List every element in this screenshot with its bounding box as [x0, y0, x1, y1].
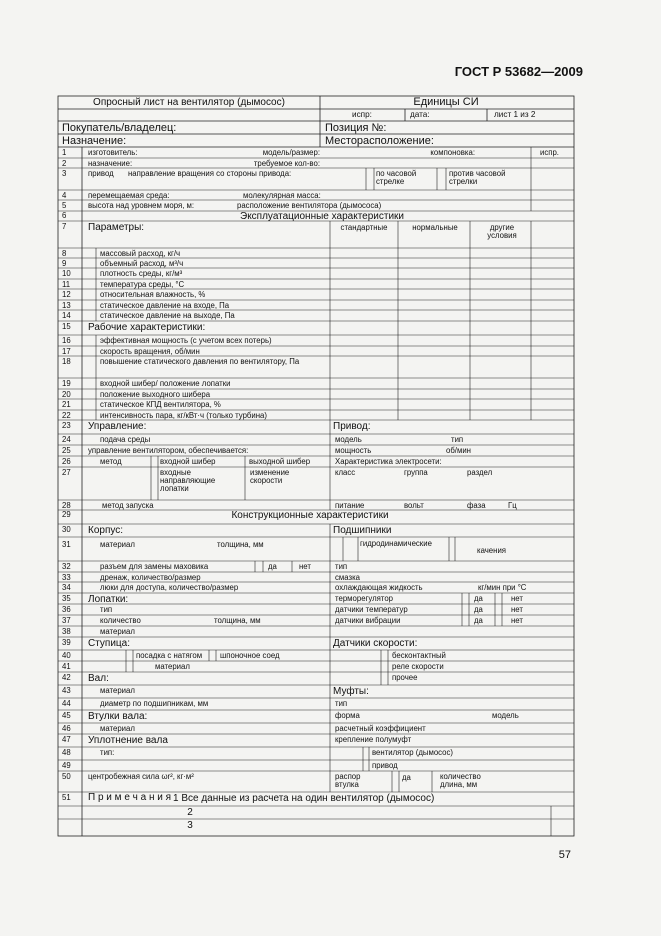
yes-option[interactable]: да: [474, 616, 483, 625]
yes-option[interactable]: да: [268, 562, 277, 571]
shaft-seal-heading: Уплотнение вала: [88, 735, 168, 746]
row-number: 19: [62, 379, 71, 388]
row-number: 3: [62, 169, 67, 178]
row-number: 25: [62, 446, 71, 455]
date-field[interactable]: дата:: [410, 110, 430, 119]
row-number: 13: [62, 301, 71, 310]
row-number: 51: [62, 793, 71, 802]
row-number: 8: [62, 249, 67, 258]
row-number: 26: [62, 457, 71, 466]
page-number: 57: [558, 849, 571, 861]
section-heading: Рабочие характеристики:: [88, 322, 206, 333]
row-number: 14: [62, 311, 71, 320]
no-option[interactable]: нет: [511, 594, 523, 603]
parameter-label: интенсивность пара, кг/кВт·ч (только турбина): [100, 411, 267, 420]
row-number: 38: [62, 627, 71, 636]
standard-column-header: стандартные: [340, 223, 388, 232]
outlet-damper-option[interactable]: выходной шибер: [249, 457, 311, 466]
row-number: 22: [62, 411, 71, 420]
row-number: 36: [62, 605, 71, 614]
parameter-label: скорость вращения, об/мин: [100, 347, 200, 356]
inlet-damper-option[interactable]: входной шибер: [160, 457, 216, 466]
revision-cell: испр.: [540, 148, 559, 157]
row-number: 29: [62, 510, 71, 519]
parameter-label: объемный расход, м³/ч: [100, 259, 184, 268]
parameter-label: статическое КПД вентилятора, %: [100, 400, 221, 409]
row-number: 21: [62, 400, 71, 409]
blade-thickness-field[interactable]: толщина, мм: [214, 616, 261, 625]
row-number: 15: [62, 322, 71, 331]
row-number: 37: [62, 616, 71, 625]
rpm-field[interactable]: об/мин: [446, 446, 471, 455]
no-option[interactable]: нет: [511, 616, 523, 625]
group-field[interactable]: группа: [404, 468, 428, 477]
shaft-heading: Вал:: [88, 673, 109, 684]
section-field[interactable]: раздел: [467, 468, 493, 477]
row-number: 10: [62, 269, 71, 278]
blade-material-field[interactable]: материал: [100, 627, 135, 636]
coolant-rate-field[interactable]: кг/мин при °С: [478, 583, 527, 592]
revision-field[interactable]: испр:: [352, 110, 372, 119]
row-number: 34: [62, 583, 71, 592]
row-number: 42: [62, 673, 71, 682]
contactless-option[interactable]: бесконтактный: [392, 651, 446, 660]
row-number: 50: [62, 772, 71, 781]
yes-option[interactable]: да: [474, 605, 483, 614]
row-number: 28: [62, 501, 71, 510]
blades-heading: Лопатки:: [88, 594, 129, 605]
row-number: 20: [62, 390, 71, 399]
row-number: 18: [62, 357, 71, 366]
inlet-guide-vanes-option[interactable]: входные направляющие лопатки: [160, 468, 216, 493]
keyed-joint-option[interactable]: шпоночное соед: [220, 651, 280, 660]
note-2: 2: [187, 807, 193, 818]
hub-heading: Ступица:: [88, 638, 130, 649]
row-number: 4: [62, 191, 67, 200]
form-title: Опросный лист на вентилятор (дымосос): [93, 97, 285, 108]
speed-relay-option[interactable]: реле скорости: [392, 662, 444, 671]
parameter-label: температура среды, °С: [100, 280, 185, 289]
bearing-type-field[interactable]: тип: [335, 562, 348, 571]
row-number: 44: [62, 699, 71, 708]
row-number: 35: [62, 594, 71, 603]
clockwise-option[interactable]: по часовой стрелке: [376, 169, 417, 186]
drive-type-field[interactable]: тип: [451, 435, 464, 444]
interference-fit-option[interactable]: посадка с натягом: [136, 651, 203, 660]
parameter-label: входной шибер/ положение лопатки: [100, 379, 231, 388]
row-number: 11: [62, 280, 71, 289]
quantity-length-field[interactable]: количество длина, мм: [440, 772, 481, 789]
row-number: 39: [62, 638, 71, 647]
row-number: 30: [62, 525, 71, 534]
couplings-heading: Муфты:: [333, 686, 369, 697]
drive-option[interactable]: привод: [372, 761, 398, 770]
parameter-label: относительная влажность, %: [100, 290, 206, 299]
blade-count-field[interactable]: количество: [100, 616, 141, 625]
coupling-type-field[interactable]: тип: [335, 699, 348, 708]
no-option[interactable]: нет: [511, 605, 523, 614]
row-number: 9: [62, 259, 67, 268]
blade-type-field[interactable]: тип: [100, 605, 113, 614]
casing-material-field[interactable]: материал: [100, 540, 135, 549]
power-field[interactable]: мощность: [335, 446, 372, 455]
row-number: 33: [62, 573, 71, 582]
yes-option[interactable]: да: [402, 773, 411, 782]
units-label: Единицы СИ: [413, 96, 479, 108]
phase-field[interactable]: фаза: [467, 501, 486, 510]
speed-sensors-heading: Датчики скорости:: [333, 638, 418, 649]
parameter-label: плотность среды, кг/м³: [100, 269, 183, 278]
counterclockwise-option[interactable]: против часовой стрелки: [449, 169, 506, 186]
seal-type-field[interactable]: тип:: [100, 748, 115, 757]
row-number: 43: [62, 686, 71, 695]
design-coefficient-field[interactable]: расчетный коэффициент: [335, 724, 426, 733]
row-number: 49: [62, 761, 71, 770]
row-number: 48: [62, 748, 71, 757]
drain-field[interactable]: дренаж, количество/размер: [100, 573, 201, 582]
coolant-field[interactable]: охлаждающая жидкость: [335, 583, 423, 592]
document-code: ГОСТ Р 53682—2009: [454, 64, 583, 79]
note-1: 1 Все данные из расчета на один вентилятор (дымосос): [173, 793, 435, 804]
row-number: 46: [62, 724, 71, 733]
parameter-label: эффективная мощность (с учетом всех потерь): [100, 336, 272, 345]
half-coupling-mount-field[interactable]: крепление полумуфт: [335, 735, 412, 744]
row-number: 23: [62, 421, 71, 430]
yes-option[interactable]: да: [474, 594, 483, 603]
coupling-model-field[interactable]: модель: [492, 711, 519, 720]
vibration-sensors-label: датчики вибрации: [335, 616, 401, 625]
hydrodynamic-option[interactable]: гидродинамические: [360, 539, 432, 548]
hub-material-field[interactable]: материал: [155, 662, 190, 671]
row-number: 16: [62, 336, 71, 345]
fan-control-field[interactable]: управление вентилятором, обеспечивается:: [88, 446, 249, 455]
temperature-sensors-label: датчики температур: [335, 605, 408, 614]
class-field[interactable]: класс: [335, 468, 356, 477]
drive-heading: Привод:: [333, 421, 371, 432]
row-number: 2: [62, 159, 67, 168]
row-number: 7: [62, 222, 67, 231]
row-number: 1: [62, 148, 67, 157]
power-grid-heading: Характеристика электросети:: [335, 457, 442, 466]
fan-location-field[interactable]: расположение вентилятора (дымососа): [237, 201, 382, 210]
supply-field[interactable]: питание: [335, 501, 365, 510]
manufacturer-field[interactable]: изготовитель:: [88, 148, 138, 157]
start-method-field[interactable]: метод запуска: [102, 501, 154, 510]
parameter-label: положение выходного шибера: [100, 390, 211, 399]
medium-field[interactable]: перемещаемая среда:: [88, 191, 170, 200]
drive-label: привод: [88, 169, 114, 178]
row-number: 40: [62, 651, 71, 660]
rolling-option[interactable]: качения: [477, 546, 507, 555]
casing-heading: Корпус:: [88, 525, 124, 536]
shaft-sleeves-heading: Втулки вала:: [88, 711, 148, 722]
altitude-field[interactable]: высота над уровнем моря, м:: [88, 201, 195, 210]
row-number: 45: [62, 711, 71, 720]
speed-change-option[interactable]: изменение скорости: [250, 468, 290, 485]
normal-column-header: нормальные: [412, 223, 458, 232]
bearing-diameter-field[interactable]: диаметр по подшипникам, мм: [100, 699, 209, 708]
row-number: 12: [62, 290, 71, 299]
molecular-mass-field[interactable]: молекулярная масса:: [243, 191, 321, 200]
spacer-sleeve-label: распор втулка: [335, 772, 361, 789]
casing-thickness-field[interactable]: толщина, мм: [217, 540, 264, 549]
purpose-row-field[interactable]: назначение:: [88, 159, 133, 168]
location-field[interactable]: Месторасположение:: [325, 135, 434, 147]
row-number: 5: [62, 201, 67, 210]
shape-field[interactable]: форма: [335, 711, 360, 720]
design-section-heading: Конструкционные характеристики: [231, 510, 389, 521]
row-number: 6: [62, 211, 67, 220]
model-size-field[interactable]: модель/размер:: [262, 148, 320, 157]
parameter-label: статическое давление на входе, Па: [100, 301, 230, 310]
parameter-label: статическое давление на выходе, Па: [100, 311, 235, 320]
row-number: 32: [62, 562, 71, 571]
lubrication-field[interactable]: смазка: [335, 573, 361, 582]
layout-field[interactable]: компоновка:: [430, 148, 475, 157]
required-qty-field[interactable]: требуемое кол-во:: [253, 159, 320, 168]
row-number: 47: [62, 735, 71, 744]
parameter-label: массовый расход, кг/ч: [100, 249, 181, 258]
no-option[interactable]: нет: [299, 562, 311, 571]
row-number: 31: [62, 540, 71, 549]
method-label: метод: [100, 457, 122, 466]
volt-field[interactable]: вольт: [404, 501, 424, 510]
notes-heading: П р и м е ч а н и я: [88, 792, 172, 803]
row-number: 24: [62, 435, 71, 444]
parameter-label: повышение статического давления по вентилятору, Па: [100, 357, 300, 366]
control-heading: Управление:: [88, 421, 147, 432]
other-column-header: другие условия: [487, 223, 517, 240]
operational-section-heading: Эксплуатационные характеристики: [240, 211, 404, 222]
note-3: 3: [187, 820, 193, 831]
purpose-field[interactable]: Назначение:: [62, 135, 127, 147]
flywheel-split-field[interactable]: разъем для замены маховика: [100, 562, 209, 571]
position-field[interactable]: Позиция №:: [325, 122, 387, 134]
access-hatches-field[interactable]: люки для доступа, количество/размер: [100, 583, 239, 592]
row-number: 27: [62, 468, 71, 477]
rotation-direction-label: направление вращения со стороны привода:: [128, 169, 292, 178]
shaft-material-field[interactable]: материал: [100, 686, 135, 695]
sheet-label: лист 1 из 2: [494, 110, 536, 119]
medium-supply-field[interactable]: подача среды: [100, 435, 151, 444]
drive-model-field[interactable]: модель: [335, 435, 362, 444]
hz-field[interactable]: Гц: [508, 501, 517, 510]
bearings-heading: Подшипники: [333, 525, 392, 536]
parameters-heading: Параметры:: [88, 222, 145, 233]
centrifugal-force-field[interactable]: центробежная сила ωr², кг·м²: [88, 772, 194, 781]
sleeve-material-field[interactable]: материал: [100, 724, 135, 733]
row-number: 41: [62, 662, 71, 671]
fan-option[interactable]: вентилятор (дымосос): [372, 748, 453, 757]
buyer-field[interactable]: Покупатель/владелец:: [62, 122, 177, 134]
thermostat-label: терморегулятор: [335, 594, 394, 603]
row-number: 17: [62, 347, 71, 356]
other-option[interactable]: прочее: [392, 673, 418, 682]
